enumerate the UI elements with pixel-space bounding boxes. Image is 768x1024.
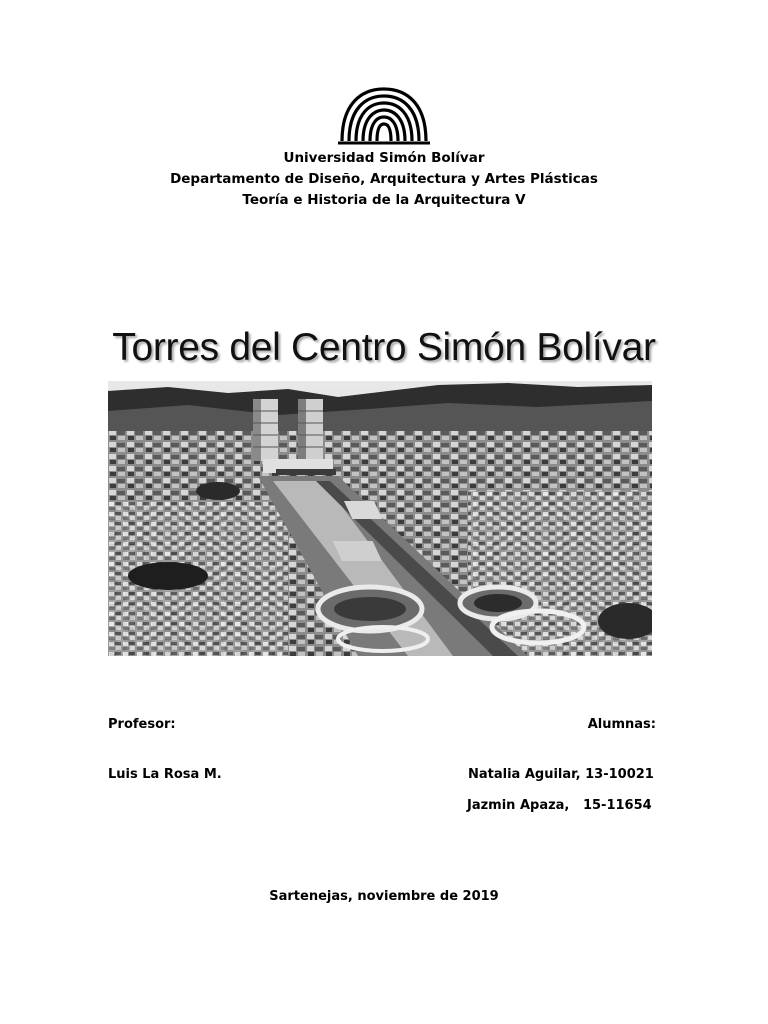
- course-name: Teoría e Historia de la Arquitectura V: [242, 192, 526, 208]
- document-title: Torres del Centro Simón Bolívar: [112, 326, 656, 369]
- professor-name: Luis La Rosa M.: [108, 767, 222, 782]
- place-date: Sartenejas, noviembre de 2019: [269, 889, 499, 904]
- student-name-1: Natalia Aguilar, 13-10021: [468, 767, 654, 782]
- university-name: Universidad Simón Bolívar: [283, 150, 485, 166]
- student-name-2: Jazmin Apaza, 15-11654: [467, 798, 652, 813]
- students-label: Alumnas:: [587, 717, 656, 732]
- aerial-city-photo: [108, 381, 652, 656]
- professor-label: Profesor:: [108, 717, 176, 732]
- department-name: Departamento de Diseño, Arquitectura y Artes Plásticas: [170, 171, 598, 187]
- university-logo-icon: [336, 85, 432, 147]
